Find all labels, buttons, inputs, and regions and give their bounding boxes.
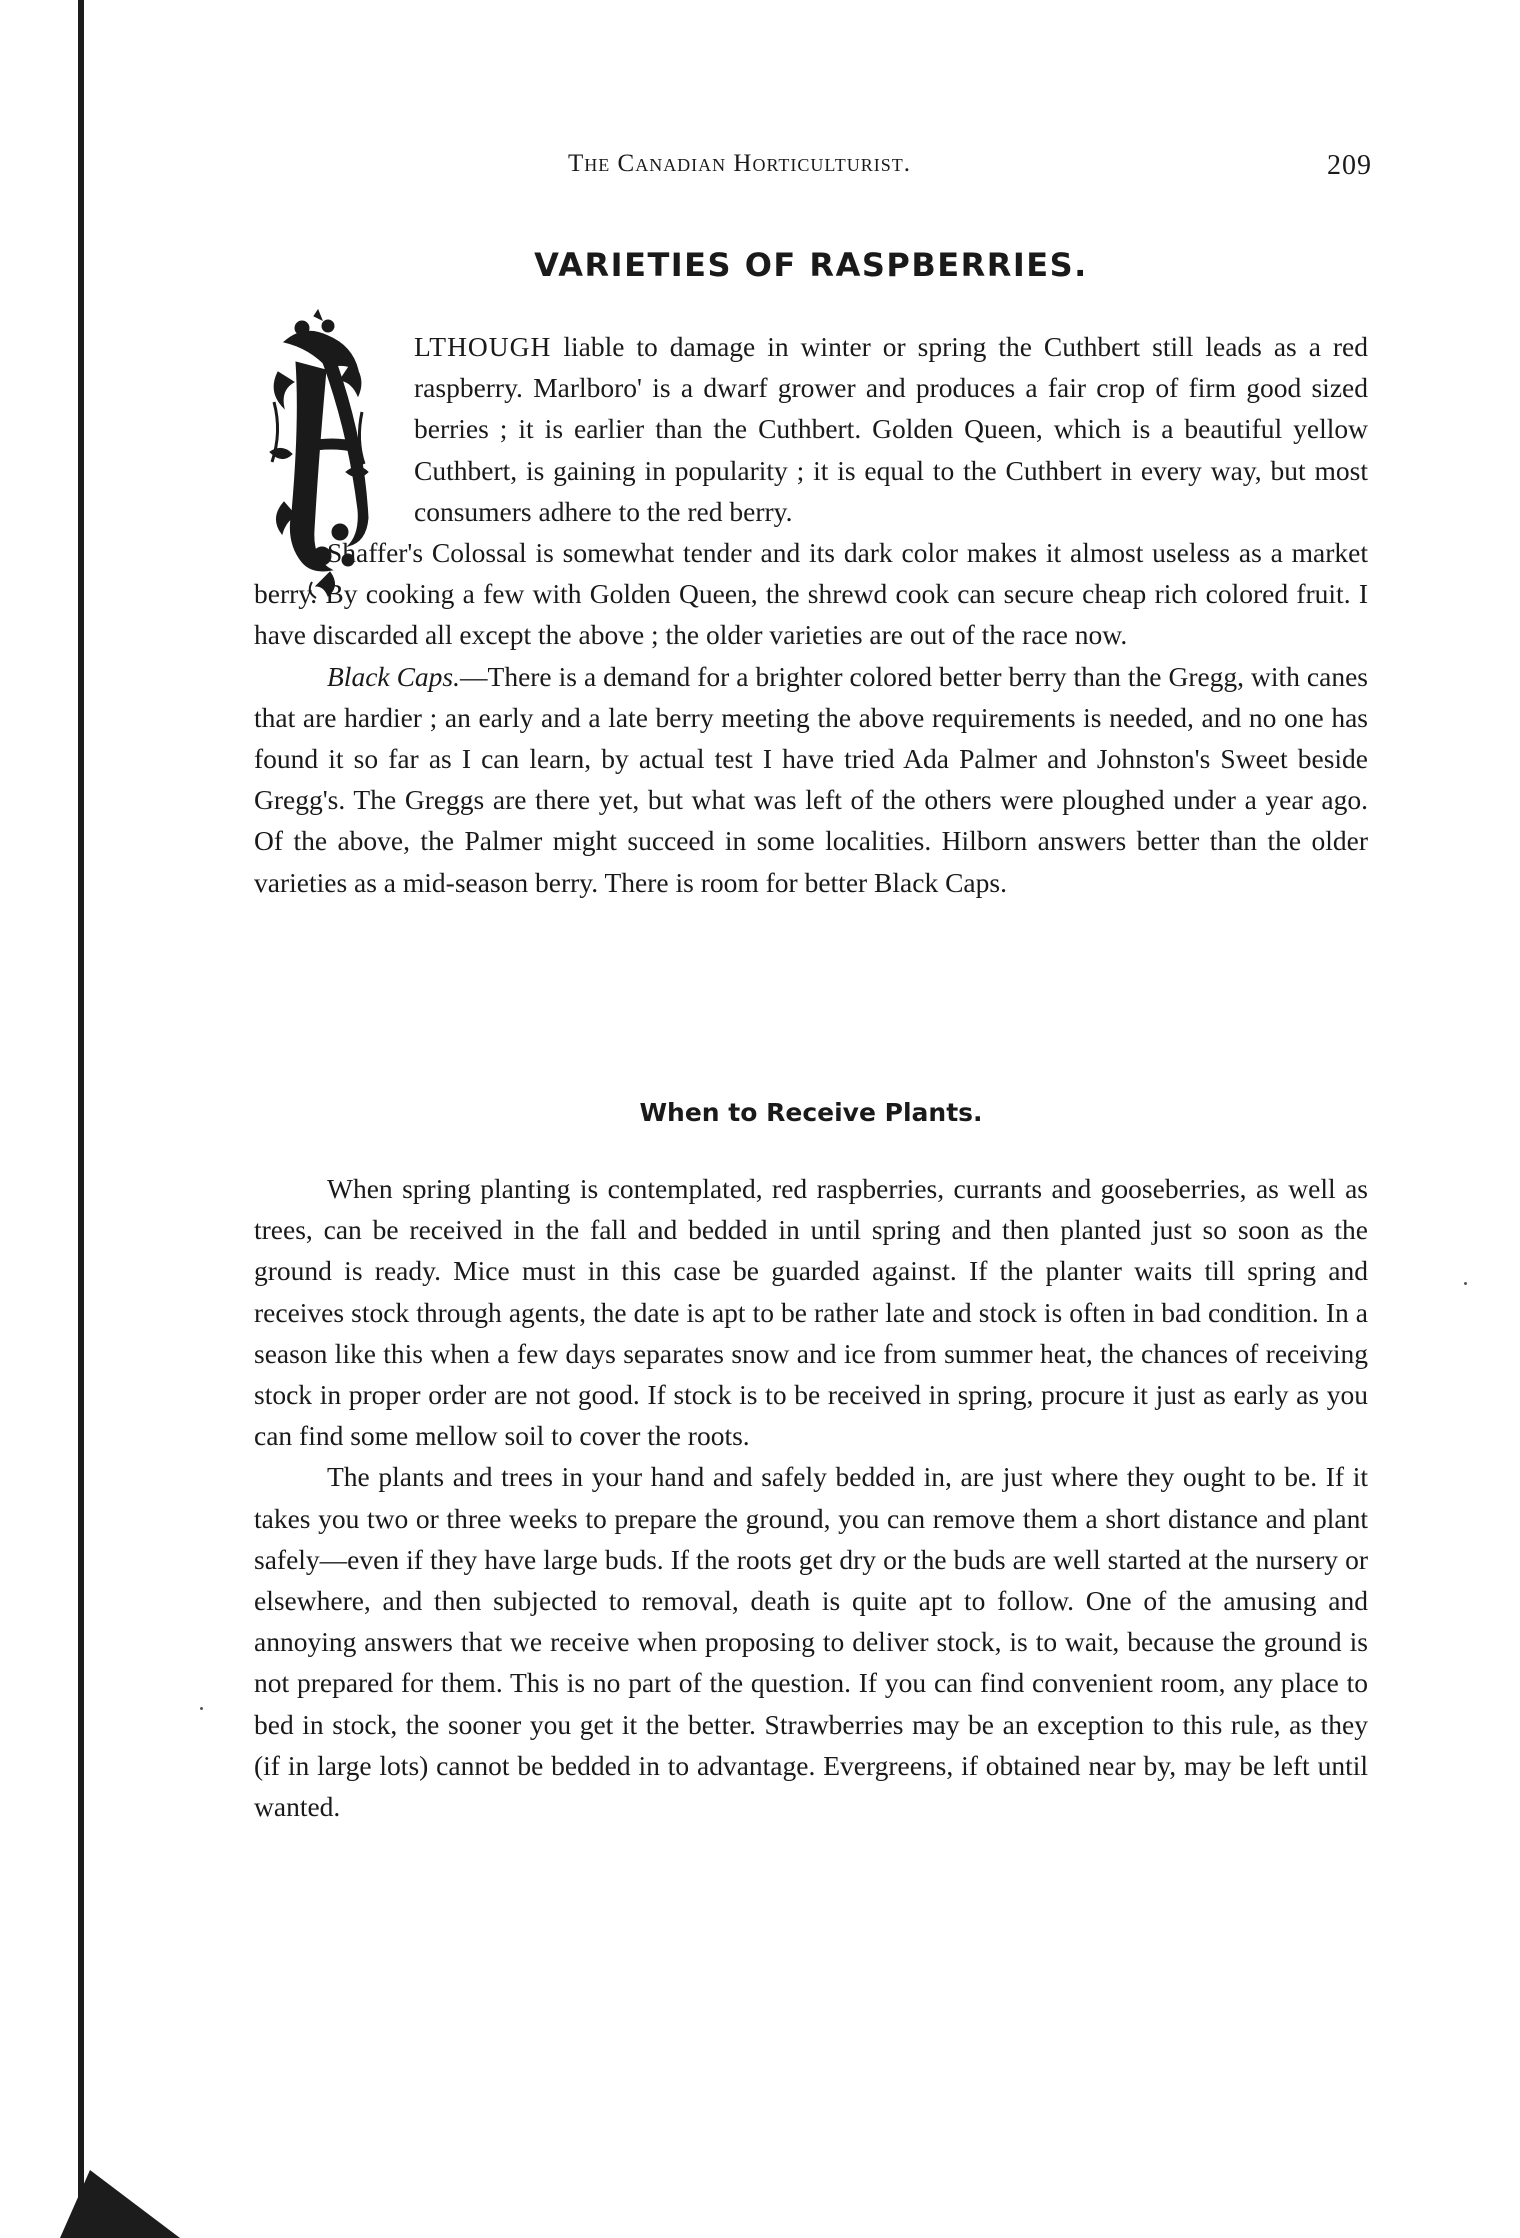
page-number: 209 [1327, 150, 1372, 181]
section-body [254, 1168, 1368, 1827]
section-heading: When to Receive Plants. [639, 1098, 983, 1127]
article-body [254, 326, 1368, 903]
drop-cap-word-rest: LTHOUGH [414, 331, 552, 362]
paragraph-black-caps [254, 656, 1368, 903]
paragraph-cuthbert-text: liable to damage in winter or spring the Cuthbert still leads as a red raspberry. Marlboro' is a dwarf grower and produces a fair crop of firm good sized berries ; it is earlier than the Cuthbert. Golden Queen, which is a beautiful yellow Cuthbert, is gaining in popularity ; it is equal to the Cuthbert in every way, but most consumers adhere to the red berry. [414, 331, 1368, 527]
page-speck [1464, 1282, 1467, 1285]
paragraph-cuthbert [254, 326, 1368, 532]
running-head-title: The Canadian Horticulturist. [568, 150, 911, 177]
paragraph-shaffers-colossal: Shaffer's Colossal is somewhat tender and its dark color makes it almost useless as a market berry. By cooking a few with Golden Queen, the shrewd cook can secure cheap rich colored fruit. I have discarded all except the above ; the older varieties are out of the race now. [254, 537, 1368, 651]
article-title: VARIETIES OF RASPBERRIES. [534, 246, 1088, 284]
paragraph-spring-planting: When spring planting is contemplated, red raspberries, currants and gooseberries, as well as trees, can be received in the fall and bedded in until spring and then planted just so soon as the ground is ready. Mice must in this case be guarded against. If the planter waits till spring and receives stock through agents, the date is apt to be rather late and stock is often in bad condition. In a season like this when a few days separates snow and ice from summer heat, the chances of receiving stock in proper order are not good. If stock is to be received in spring, procure it just as early as you can find some mellow soil to cover the roots. [254, 1173, 1368, 1452]
paragraph-black-caps-text: —There is a demand for a brighter colored better berry than the Gregg, with canes that are hardier ; an early and a late berry meeting the above requirements is needed, and no one has found it so far as I can learn, by actual test I have tried Ada Palmer and Johnston's Sweet beside Gregg's. The Greggs are there yet, but what was left of the others were ploughed under a year ago. Of the above, the Palmer might succeed in some localities. Hilborn answers better than the older varieties as a mid-season berry. There is room for better Black Caps. [254, 660, 1368, 898]
page-speck [200, 1707, 203, 1710]
black-caps-label: Black Caps. [327, 660, 461, 692]
running-head [254, 150, 1372, 190]
page-binding-corner [60, 2170, 180, 2238]
paragraph-bedded-in: The plants and trees in your hand and safely bedded in, are just where they ought to be. If it takes you two or three weeks to prepare the ground, you can remove them a short distance and plant safely—even if they have large buds. If the roots get dry or the buds are well started at the nursery or elsewhere, and then subjected to removal, death is quite apt to follow. One of the amusing and annoying answers that we receive when proposing to deliver stock, is to wait, because the ground is not prepared for them. This is no part of the question. If you can find convenient room, any place to bed in stock, the sooner you get it the better. Strawberries may be an exception to this rule, as they (if in large lots) cannot be bedded in to advantage. Evergreens, if obtained near by, may be left until wanted. [254, 1461, 1368, 1823]
page-binding-edge [78, 0, 84, 2238]
